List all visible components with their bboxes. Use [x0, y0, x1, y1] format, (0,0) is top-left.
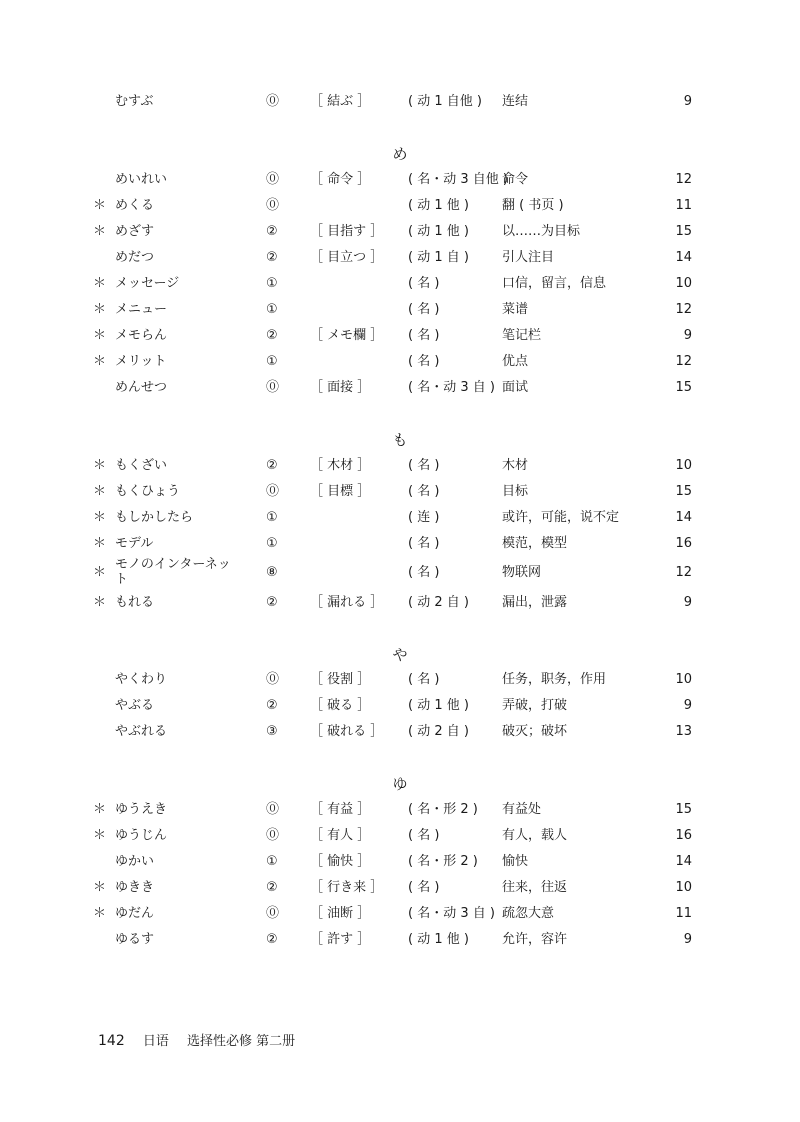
word-kanji: ［ 破る ］	[310, 698, 371, 713]
lesson-number: 9	[683, 595, 692, 610]
vocab-row	[0, 480, 800, 504]
accent-mark: ②	[266, 880, 278, 895]
accent-mark: ①	[266, 302, 278, 317]
part-of-speech: ( 名 )	[408, 672, 440, 687]
new-word-mark: ＊	[93, 565, 107, 580]
lesson-number: 10	[675, 672, 692, 687]
part-of-speech: ( 名・形 2 )	[408, 854, 478, 869]
accent-mark: ①	[266, 510, 278, 525]
word-reading: やぶる	[115, 698, 155, 713]
part-of-speech: ( 名・动 3 自 )	[408, 380, 495, 395]
lesson-number: 9	[683, 94, 692, 109]
word-reading: やくわり	[115, 672, 168, 687]
word-reading: ゆうえき	[115, 802, 168, 817]
word-meaning: 弄破，打破	[502, 698, 568, 713]
lesson-number: 16	[675, 536, 692, 551]
part-of-speech: ( 名 )	[408, 302, 440, 317]
word-meaning: 以……为目标	[502, 224, 581, 239]
new-word-mark: ＊	[93, 510, 107, 525]
lesson-number: 15	[675, 224, 692, 239]
word-meaning: 目标	[502, 484, 529, 499]
word-kanji: ［ 油断 ］	[310, 906, 371, 921]
word-meaning: 允许，容许	[502, 932, 568, 947]
part-of-speech: ( 连 )	[408, 510, 440, 525]
word-reading: やぶれる	[115, 724, 168, 739]
vocab-row	[0, 506, 800, 530]
word-reading: メッセージ	[115, 276, 180, 291]
word-meaning: 面试	[502, 380, 529, 395]
lesson-number: 12	[675, 172, 692, 187]
lesson-number: 10	[675, 276, 692, 291]
part-of-speech: ( 动 2 自 )	[408, 724, 469, 739]
accent-mark: ②	[266, 250, 278, 265]
vocab-row	[0, 720, 800, 744]
new-word-mark: ＊	[93, 484, 107, 499]
word-reading: ゆるす	[115, 932, 155, 947]
word-reading: めだつ	[115, 250, 155, 265]
accent-mark: ①	[266, 354, 278, 369]
section-heading: や	[392, 646, 408, 664]
word-kanji: ［ 許す ］	[310, 932, 371, 947]
word-meaning: 物联网	[502, 565, 542, 580]
accent-mark: ②	[266, 458, 278, 473]
word-meaning: 漏出，泄露	[502, 595, 568, 610]
lesson-number: 12	[675, 565, 692, 580]
word-reading: めんせつ	[115, 380, 168, 395]
part-of-speech: ( 名 )	[408, 880, 440, 895]
word-reading: めいれい	[115, 172, 168, 187]
part-of-speech: ( 动 1 自他 )	[408, 94, 482, 109]
word-kanji: ［ 役割 ］	[310, 672, 371, 687]
lesson-number: 10	[675, 458, 692, 473]
word-kanji: ［ 漏れる ］	[310, 595, 384, 610]
word-reading: もれる	[115, 595, 155, 610]
new-word-mark: ＊	[93, 906, 107, 921]
accent-mark: ⓪	[266, 172, 280, 187]
word-reading: めざす	[115, 224, 155, 239]
part-of-speech: ( 动 1 他 )	[408, 932, 469, 947]
word-reading: モデル	[115, 536, 154, 551]
word-reading: ゆかい	[115, 854, 155, 869]
page-footer	[98, 1030, 295, 1049]
new-word-mark: ＊	[93, 828, 107, 843]
word-reading: もしかしたら	[115, 510, 194, 525]
word-reading-line-1: モノのインターネッ	[115, 557, 231, 572]
lesson-number: 14	[675, 250, 692, 265]
accent-mark: ⓪	[266, 802, 280, 817]
section-heading: め	[392, 145, 408, 163]
new-word-mark: ＊	[93, 198, 107, 213]
word-reading: もくざい	[115, 458, 168, 473]
new-word-mark: ＊	[93, 354, 107, 369]
word-reading: ゆうじん	[115, 828, 168, 843]
word-reading: メモらん	[115, 328, 168, 343]
word-reading-line-2: ト	[115, 572, 129, 587]
accent-mark: ⓪	[266, 828, 280, 843]
word-kanji: ［ メモ欄 ］	[310, 328, 384, 343]
vocab-row	[0, 454, 800, 478]
vocab-row	[0, 298, 800, 322]
vocab-row	[0, 902, 800, 926]
vocab-row	[0, 272, 800, 296]
lesson-number: 12	[675, 302, 692, 317]
word-reading: むすぶ	[115, 94, 154, 109]
vocab-row	[0, 194, 800, 218]
accent-mark: ⓪	[266, 484, 280, 499]
accent-mark: ①	[266, 276, 278, 291]
accent-mark: ②	[266, 224, 278, 239]
accent-mark: ①	[266, 854, 278, 869]
word-meaning: 木材	[502, 458, 529, 473]
lesson-number: 14	[675, 854, 692, 869]
part-of-speech: ( 动 1 自 )	[408, 250, 469, 265]
accent-mark: ②	[266, 932, 278, 947]
word-kanji: ［ 愉快 ］	[310, 854, 371, 869]
word-reading	[115, 557, 231, 587]
word-meaning: 有人，载人	[502, 828, 568, 843]
word-reading: めくる	[115, 198, 155, 213]
lesson-number: 14	[675, 510, 692, 525]
volume-title: 选择性必修 第二册	[187, 1034, 296, 1049]
vocab-row	[0, 350, 800, 374]
accent-mark: ⓪	[266, 94, 280, 109]
word-kanji: ［ 目標 ］	[310, 484, 371, 499]
part-of-speech: ( 名 )	[408, 828, 440, 843]
word-meaning: 或许，可能，说不定	[502, 510, 620, 525]
part-of-speech: ( 名 )	[408, 565, 440, 580]
word-meaning: 连结	[502, 94, 529, 109]
word-kanji: ［ 命令 ］	[310, 172, 371, 187]
lesson-number: 15	[675, 380, 692, 395]
accent-mark: ⓪	[266, 198, 280, 213]
accent-mark: ⓪	[266, 906, 280, 921]
new-word-mark: ＊	[93, 458, 107, 473]
lesson-number: 9	[683, 932, 692, 947]
word-kanji: ［ 有人 ］	[310, 828, 371, 843]
word-kanji: ［ 有益 ］	[310, 802, 371, 817]
lesson-number: 16	[675, 828, 692, 843]
lesson-number: 9	[683, 328, 692, 343]
word-meaning: 有益处	[502, 802, 542, 817]
accent-mark: ①	[266, 536, 278, 551]
part-of-speech: ( 名・形 2 )	[408, 802, 478, 817]
word-kanji: ［ 目立つ ］	[310, 250, 384, 265]
vocab-row	[0, 90, 800, 114]
vocab-row	[0, 532, 800, 556]
section-heading: も	[392, 431, 408, 449]
part-of-speech: ( 名 )	[408, 484, 440, 499]
part-of-speech: ( 动 2 自 )	[408, 595, 469, 610]
vocab-row	[0, 324, 800, 348]
word-kanji: ［ 面接 ］	[310, 380, 371, 395]
word-meaning: 引人注目	[502, 250, 555, 265]
new-word-mark: ＊	[93, 595, 107, 610]
accent-mark: ③	[266, 724, 278, 739]
word-meaning: 疏忽大意	[502, 906, 555, 921]
section-heading: ゆ	[392, 775, 408, 793]
accent-mark: ⑧	[266, 565, 278, 580]
word-meaning: 口信，留言，信息	[502, 276, 607, 291]
vocab-row	[0, 246, 800, 270]
new-word-mark: ＊	[93, 536, 107, 551]
word-meaning: 往来，往返	[502, 880, 568, 895]
accent-mark: ②	[266, 595, 278, 610]
vocab-row	[0, 168, 800, 192]
lesson-number: 13	[675, 724, 692, 739]
new-word-mark: ＊	[93, 224, 107, 239]
new-word-mark: ＊	[93, 328, 107, 343]
part-of-speech: ( 名 )	[408, 536, 440, 551]
part-of-speech: ( 动 1 他 )	[408, 698, 469, 713]
vocab-row	[0, 928, 800, 952]
new-word-mark: ＊	[93, 880, 107, 895]
accent-mark: ⓪	[266, 672, 280, 687]
part-of-speech: ( 动 1 他 )	[408, 224, 469, 239]
accent-mark: ⓪	[266, 380, 280, 395]
word-meaning: 翻 ( 书页 )	[502, 198, 564, 213]
word-meaning: 愉快	[502, 854, 529, 869]
word-meaning: 笔记栏	[502, 328, 542, 343]
word-reading: ゆだん	[115, 906, 155, 921]
part-of-speech: ( 名 )	[408, 328, 440, 343]
word-meaning: 任务，职务，作用	[502, 672, 607, 687]
vocab-row	[0, 220, 800, 244]
word-meaning: 优点	[502, 354, 529, 369]
vocab-row	[0, 376, 800, 400]
word-kanji: ［ 行き来 ］	[310, 880, 384, 895]
lesson-number: 11	[675, 906, 692, 921]
word-reading: メリット	[115, 354, 167, 369]
lesson-number: 12	[675, 354, 692, 369]
part-of-speech: ( 名 )	[408, 354, 440, 369]
part-of-speech: ( 动 1 他 )	[408, 198, 469, 213]
vocab-row	[0, 876, 800, 900]
new-word-mark: ＊	[93, 802, 107, 817]
book-title: 日语	[142, 1034, 169, 1049]
accent-mark: ②	[266, 328, 278, 343]
word-kanji: ［ 目指す ］	[310, 224, 384, 239]
word-reading: ゆきき	[115, 880, 155, 895]
word-reading: もくひょう	[115, 484, 181, 499]
word-meaning: 破灭；破坏	[502, 724, 568, 739]
accent-mark: ②	[266, 698, 278, 713]
vocab-row	[0, 824, 800, 848]
lesson-number: 10	[675, 880, 692, 895]
vocab-row	[0, 850, 800, 874]
vocab-row	[0, 591, 800, 615]
word-meaning: 菜谱	[502, 302, 529, 317]
part-of-speech: ( 名 )	[408, 276, 440, 291]
vocab-row	[0, 668, 800, 692]
new-word-mark: ＊	[93, 276, 107, 291]
word-meaning: 命令	[502, 172, 529, 187]
word-reading: メニュー	[115, 302, 168, 317]
vocab-row	[0, 798, 800, 822]
word-kanji: ［ 結ぶ ］	[310, 94, 371, 109]
lesson-number: 11	[675, 198, 692, 213]
word-kanji: ［ 木材 ］	[310, 458, 371, 473]
lesson-number: 15	[675, 802, 692, 817]
lesson-number: 9	[683, 698, 692, 713]
word-kanji: ［ 破れる ］	[310, 724, 384, 739]
part-of-speech: ( 名・动 3 自 )	[408, 906, 495, 921]
part-of-speech: ( 名 )	[408, 458, 440, 473]
word-meaning: 模范，模型	[502, 536, 568, 551]
vocab-row	[0, 694, 800, 718]
vocab-row	[0, 557, 800, 587]
lesson-number: 15	[675, 484, 692, 499]
part-of-speech: ( 名・动 3 自他 )	[408, 172, 508, 187]
new-word-mark: ＊	[93, 302, 107, 317]
page-number: 142	[98, 1033, 125, 1049]
